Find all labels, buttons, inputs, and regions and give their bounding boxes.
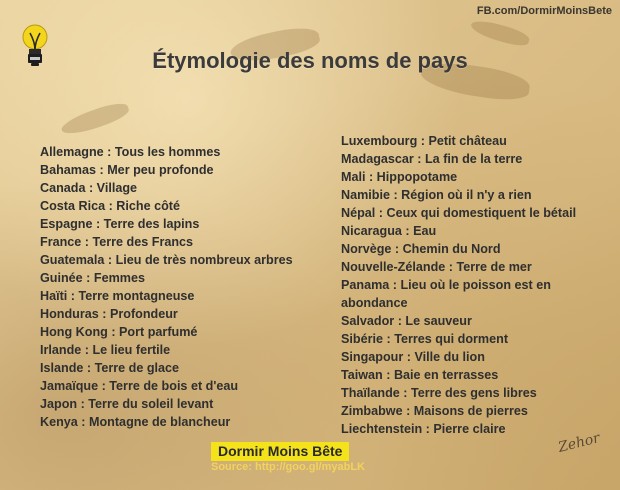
list-item: Luxembourg : Petit château [341,134,507,148]
list-item: France : Terre des Francs [40,235,194,249]
list-item: Liechtenstein : Pierre claire [341,422,506,436]
list-item: Jamaïque : Terre de bois et d'eau [40,379,239,393]
list-item: Taiwan : Baie en terrasses [341,368,499,382]
list-item: Namibie : Région où il n'y a rien [341,188,532,202]
list-item: Espagne : Terre des lapins [40,217,200,231]
page-title: Étymologie des noms de pays [152,48,468,73]
list-item: Norvège : Chemin du Nord [341,242,501,256]
list-item: Islande : Terre de glace [40,361,180,375]
list-item: Bahamas : Mer peu profonde [40,163,214,177]
list-item: Panama : Lieu où le poisson est en abondance [341,278,551,310]
list-item: Zimbabwe : Maisons de pierres [341,404,528,418]
list-item: Haïti : Terre montagneuse [40,289,195,303]
list-item: Nicaragua : Eau [341,224,437,238]
list-item: Canada : Village [40,181,138,195]
list-item: Guinée : Femmes [40,271,145,285]
list-item: Costa Rica : Riche côté [40,199,180,213]
list-item: Hong Kong : Port parfumé [40,325,198,339]
etymology-list-right [341,132,611,438]
list-item: Népal : Ceux qui domestiquent le bétail [341,206,577,220]
decorative-bird-shape [469,18,531,49]
brand-badge: Dormir Moins Bête [211,442,349,461]
etymology-list-left [40,143,330,431]
list-item: Thaïlande : Terre des gens libres [341,386,537,400]
list-item: Mali : Hippopotame [341,170,458,184]
facebook-credit: FB.com/DormirMoinsBete [476,5,612,17]
list-item: Allemagne : Tous les hommes [40,145,221,159]
list-item: Salvador : Le sauveur [341,314,472,328]
author-signature: Zehor [556,430,602,456]
list-item: Kenya : Montagne de blancheur [40,415,231,429]
list-item: Sibérie : Terres qui dorment [341,332,509,346]
decorative-bird-shape [59,99,131,140]
list-item: Honduras : Profondeur [40,307,178,321]
source-link[interactable]: Source: http://goo.gl/myabLK [211,461,365,473]
list-item: Nouvelle-Zélande : Terre de mer [341,260,532,274]
list-item: Singapour : Ville du lion [341,350,485,364]
list-item: Guatemala : Lieu de très nombreux arbres [40,253,293,267]
list-item: Irlande : Le lieu fertile [40,343,171,357]
list-item: Japon : Terre du soleil levant [40,397,214,411]
list-item: Madagascar : La fin de la terre [341,152,523,166]
